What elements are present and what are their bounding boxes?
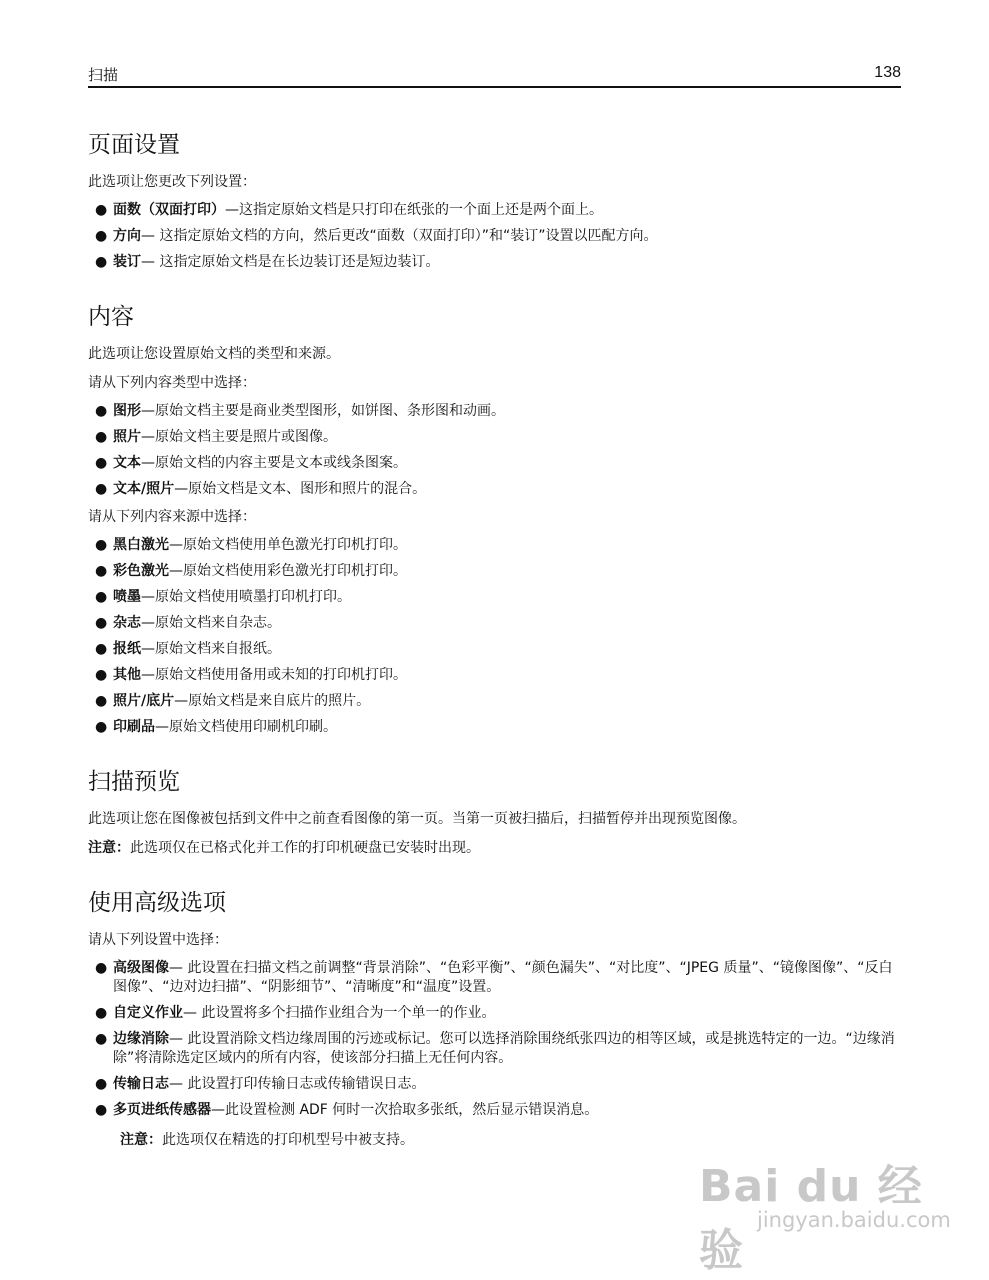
item-desc: — 此设置将多个扫描作业组合为一个单一的作业。 <box>183 1005 496 1021</box>
item-desc: —原始文档使用印刷机印刷。 <box>155 719 337 735</box>
item-term: 传输日志 <box>113 1076 169 1092</box>
item-term: 照片 <box>113 429 141 445</box>
bullet-icon: ● <box>95 693 108 709</box>
bullet-list <box>88 959 903 1120</box>
item-desc: —这指定原始文档是只打印在纸张的一个面上还是两个面上。 <box>225 202 603 218</box>
list-item <box>88 562 903 581</box>
bullet-icon: ● <box>95 589 108 605</box>
bullet-icon: ● <box>95 641 108 657</box>
item-term: 文本/照片 <box>113 481 175 497</box>
note <box>88 838 903 858</box>
list-item <box>88 227 903 246</box>
item-term: 彩色激光 <box>113 563 169 579</box>
item-desc: —原始文档是来自底片的照片。 <box>174 693 371 709</box>
list-item <box>88 428 903 447</box>
section-title: 扫描预览 <box>88 769 180 795</box>
list-item <box>88 718 903 737</box>
header-page-number: 138 <box>874 64 901 81</box>
section-body: 此选项让您在图像被包括到文件中之前查看图像的第一页。当第一页被扫描后，扫描暂停并出现预览图像。 <box>88 811 746 827</box>
watermark-logo: Bai du 经验 <box>699 1161 923 1276</box>
item-desc: — 这指定原始文档的方向，然后更改“面数（双面打印）”和“装订”设置以匹配方向。 <box>141 228 658 244</box>
list-item <box>88 1004 903 1023</box>
item-desc: —此设置检测 ADF 何时一次拾取多张纸，然后显示错误消息。 <box>211 1102 599 1118</box>
item-term: 喷墨 <box>113 589 141 605</box>
item-term: 印刷品 <box>113 719 155 735</box>
section-scan-preview <box>88 767 903 858</box>
bullet-icon: ● <box>95 403 108 419</box>
list-item <box>88 614 903 633</box>
item-term: 其他 <box>113 667 141 683</box>
list-item <box>88 1075 903 1094</box>
item-desc: — 此设置消除文档边缘周围的污迹或标记。您可以选择消除围绕纸张四边的相等区域，或是挑选特定的一边。“边缘消除”将清除选定区域内的所有内容，使该部分扫描上无任何内容。 <box>113 1031 895 1066</box>
watermark-url: jingyan.baidu.com <box>757 1208 951 1232</box>
item-desc: —原始文档使用喷墨打印机打印。 <box>141 589 351 605</box>
list-item <box>88 692 903 711</box>
item-desc: — 此设置打印传输日志或传输错误日志。 <box>169 1076 426 1092</box>
bullet-icon: ● <box>95 719 108 735</box>
header-chapter-title: 扫描 <box>88 66 119 84</box>
item-term: 文本 <box>113 455 141 471</box>
note-text: 此选项仅在精选的打印机型号中被支持。 <box>162 1132 414 1148</box>
list-item <box>88 640 903 659</box>
bullet-icon: ● <box>95 667 108 683</box>
bullet-icon: ● <box>95 537 108 553</box>
item-desc: — 此设置在扫描文档之前调整“背景消除”、“色彩平衡”、“颜色漏失”、“对比度”、“JPEG 质量”、“镜像图像”、“反白图像”、“边对边扫描”、“阴影细节”、“清晰度”和“温度”设置。 <box>113 960 893 995</box>
bullet-icon: ● <box>95 202 108 218</box>
note-label: 注意： <box>120 1132 162 1148</box>
list-item <box>88 454 903 473</box>
bullet-icon: ● <box>95 429 108 445</box>
item-term: 杂志 <box>113 615 141 631</box>
item-desc: —原始文档使用备用或未知的打印机打印。 <box>141 667 407 683</box>
list-item <box>88 253 903 272</box>
list-item <box>88 666 903 685</box>
section-title: 页面设置 <box>88 132 180 158</box>
list-item <box>88 588 903 607</box>
bullet-list <box>88 201 903 272</box>
item-desc: —原始文档使用单色激光打印机打印。 <box>169 537 407 553</box>
bullet-icon: ● <box>95 1031 108 1047</box>
bullet-icon: ● <box>95 254 108 270</box>
item-desc: —原始文档使用彩色激光打印机打印。 <box>169 563 407 579</box>
list-item <box>88 536 903 555</box>
list-item <box>88 1101 903 1120</box>
section-title: 使用高级选项 <box>88 890 226 916</box>
list-item <box>88 959 903 997</box>
section-title: 内容 <box>88 304 134 330</box>
note <box>88 1130 903 1150</box>
list-item <box>88 402 903 421</box>
item-term: 多页进纸传感器 <box>113 1102 211 1118</box>
item-term: 图形 <box>113 403 141 419</box>
item-term: 装订 <box>113 254 141 270</box>
content-source-list <box>88 536 903 737</box>
list-item <box>88 1030 903 1068</box>
bullet-icon: ● <box>95 960 108 976</box>
note-label: 注意： <box>88 840 130 856</box>
section-advanced-options <box>88 888 903 1150</box>
section-intro: 请从下列设置中选择： <box>88 932 228 948</box>
content-type-list <box>88 402 903 499</box>
item-desc: —原始文档的内容主要是文本或线条图案。 <box>141 455 407 471</box>
section-page-setup <box>88 130 903 272</box>
page-content <box>88 130 903 1180</box>
section-intro: 此选项让您更改下列设置： <box>88 174 256 190</box>
item-desc: —原始文档来自杂志。 <box>141 615 281 631</box>
bullet-icon: ● <box>95 228 108 244</box>
item-term: 高级图像 <box>113 960 169 976</box>
item-desc: — 这指定原始文档是在长边装订还是短边装订。 <box>141 254 440 270</box>
item-desc: —原始文档来自报纸。 <box>141 641 281 657</box>
note-text: 此选项仅在已格式化并工作的打印机硬盘已安装时出现。 <box>130 840 480 856</box>
section-intro: 此选项让您设置原始文档的类型和来源。 <box>88 346 340 362</box>
content-source-intro: 请从下列内容来源中选择： <box>88 509 256 525</box>
item-term: 报纸 <box>113 641 141 657</box>
bullet-icon: ● <box>95 481 108 497</box>
bullet-icon: ● <box>95 1102 108 1118</box>
item-term: 面数（双面打印） <box>113 202 225 218</box>
bullet-icon: ● <box>95 455 108 471</box>
bullet-icon: ● <box>95 1005 108 1021</box>
item-term: 照片/底片 <box>113 693 175 709</box>
list-item <box>88 480 903 499</box>
bullet-icon: ● <box>95 615 108 631</box>
item-term: 黑白激光 <box>113 537 169 553</box>
item-term: 自定义作业 <box>113 1005 183 1021</box>
bullet-icon: ● <box>95 563 108 579</box>
bullet-icon: ● <box>95 1076 108 1092</box>
item-desc: —原始文档主要是商业类型图形，如饼图、条形图和动画。 <box>141 403 505 419</box>
item-term: 边缘消除 <box>113 1031 169 1047</box>
page-header <box>88 64 901 88</box>
content-type-intro: 请从下列内容类型中选择： <box>88 375 256 391</box>
item-term: 方向 <box>113 228 141 244</box>
item-desc: —原始文档主要是照片或图像。 <box>141 429 337 445</box>
list-item <box>88 201 903 220</box>
section-content <box>88 302 903 737</box>
item-desc: —原始文档是文本、图形和照片的混合。 <box>174 481 427 497</box>
